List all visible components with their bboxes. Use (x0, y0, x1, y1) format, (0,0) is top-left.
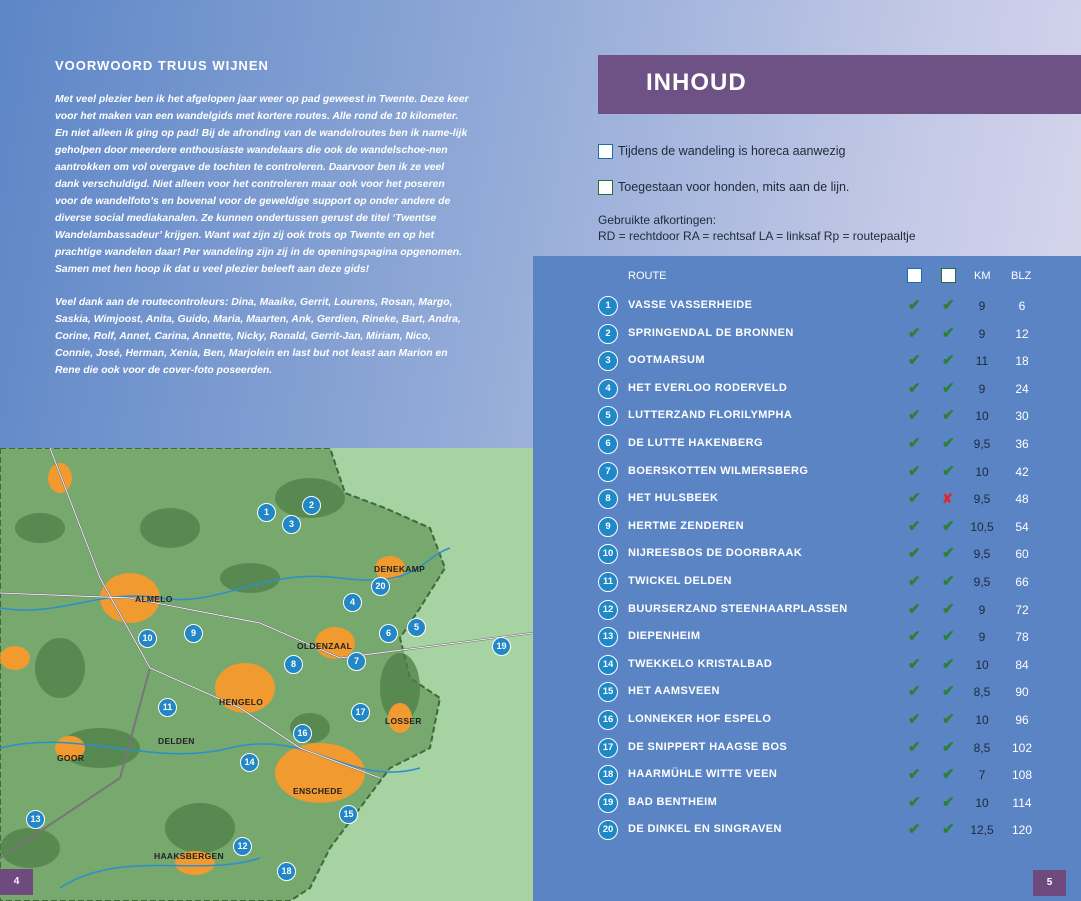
route-page: 120 (1011, 823, 1033, 838)
horeca-check: ✔ (908, 517, 921, 535)
route-page: 36 (1015, 437, 1029, 451)
horeca-check: ✔ (908, 324, 921, 342)
dog-icon (941, 268, 956, 283)
page-number-right: 5 (1033, 870, 1066, 896)
coffee-cup-icon (598, 144, 613, 159)
town-goor: GOOR (57, 753, 85, 763)
route-name: HET HULSBEEK (628, 492, 719, 505)
route-number: 14 (598, 655, 618, 675)
table-row[interactable] (533, 321, 1081, 347)
column-blz: BLZ (1011, 270, 1032, 282)
map-marker-12: 12 (233, 837, 252, 856)
route-page: 42 (1015, 464, 1029, 479)
horeca-check: ✔ (908, 352, 921, 370)
dogs-check: ✔ (942, 738, 955, 756)
route-name: HERTME ZENDEREN (628, 519, 745, 532)
map-marker-6: 6 (379, 624, 398, 643)
route-km: 10 (975, 657, 989, 672)
column-km: KM (974, 270, 991, 282)
table-row[interactable] (533, 403, 1081, 429)
column-route: ROUTE (628, 270, 667, 282)
town-oldenzaal: OLDENZAAL (297, 641, 353, 651)
route-number: 2 (598, 324, 618, 344)
route-map (0, 448, 533, 901)
dogs-check: ✔ (942, 766, 955, 784)
map-marker-8: 8 (284, 655, 303, 674)
table-row[interactable] (533, 376, 1081, 402)
route-km: 7 (978, 768, 986, 783)
horeca-check: ✔ (908, 766, 921, 784)
route-name: BAD BENTHEIM (628, 795, 718, 808)
route-name: LONNEKER HOF ESPELO (628, 713, 772, 725)
route-page: 6 (1018, 299, 1026, 313)
horeca-check: ✔ (908, 600, 921, 618)
route-km: 9,5 (973, 437, 991, 451)
foreword-title: VOORWOORD TRUUS WIJNEN (55, 58, 269, 73)
map-marker-14: 14 (240, 753, 259, 772)
route-number: 17 (598, 738, 618, 758)
route-page: 114 (1012, 795, 1032, 810)
legend-dogs (598, 180, 849, 195)
horeca-check: ✔ (908, 821, 921, 839)
foreword-paragraph-1: Met veel plezier ben ik het afgelopen jaar weer op pad geweest in Twente. Deze keer voor het maken van een wandelgids met kortere routes. Alle rond de 10 kilometer. (55, 94, 469, 122)
route-page: 54 (1015, 519, 1029, 534)
route-name: NIJREESBOS DE DOORBRAAK (628, 547, 803, 560)
legend-horeca-text: Tijdens de wandeling is horeca aanwezig (618, 144, 846, 158)
table-row[interactable] (533, 790, 1081, 816)
map-marker-19: 19 (492, 637, 511, 656)
route-page: 48 (1015, 492, 1029, 507)
table-row[interactable] (533, 486, 1081, 512)
horeca-check: ✔ (908, 297, 921, 314)
route-name: HET AAMSVEEN (628, 685, 720, 698)
dogs-check: ✔ (942, 600, 955, 618)
foreword-paragraph-3: Veel dank aan de routecontroleurs: Dina, Maaike, Gerrit, Lourens, Rosan, Margo, Saskia, Wimjoost, Anita, Guido, Maria, Maarten, Ank, Gerdien, Rineke, Bart, Andra, Corine, Rolf, Annet, Carina, Annette, Nicky, Ronald, Gerrit-Jan, Miriam, Nico, Connie, José, Herman, Xenia, Ben, Marjolein en last but not least aan Marion en Rene die ook voor de cover-foto poseerden. (55, 297, 461, 376)
route-number: 15 (598, 682, 618, 702)
map-marker-4: 4 (343, 593, 362, 612)
route-name: OOTMARSUM (628, 354, 705, 367)
horeca-check: ✔ (908, 379, 921, 397)
route-number: 13 (598, 627, 618, 647)
page-number-left: 4 (0, 869, 33, 895)
map-marker-20: 20 (371, 577, 390, 596)
route-km: 9 (978, 630, 986, 645)
dogs-check: ✔ (942, 462, 955, 480)
route-page: 108 (1011, 768, 1033, 783)
route-km: 8,5 (973, 685, 991, 700)
route-km: 9 (978, 602, 986, 617)
route-number: 5 (598, 406, 618, 426)
dogs-check: ✔ (942, 683, 955, 701)
route-km: 9,5 (973, 575, 991, 589)
dogs-check: ✔ (942, 573, 955, 590)
table-row[interactable] (533, 293, 1081, 319)
town-losser: LOSSER (385, 716, 422, 726)
route-km: 10 (975, 409, 989, 424)
coffee-cup-icon (907, 268, 922, 283)
route-name: DE SNIPPERT HAAGSE BOS (628, 740, 788, 753)
route-page: 102 (1011, 740, 1033, 755)
map-marker-15: 15 (339, 805, 358, 824)
route-name: DIEPENHEIM (628, 630, 701, 643)
route-page: 30 (1015, 409, 1029, 424)
horeca-check: ✔ (908, 793, 921, 811)
route-km: 8,5 (973, 740, 991, 755)
route-name: LUTTERZAND FLORILYMPHA (628, 409, 793, 422)
route-page: 90 (1015, 685, 1029, 700)
horeca-check: ✔ (908, 435, 921, 452)
legend-dogs-text: Toegestaan voor honden, mits aan de lijn. (618, 180, 850, 194)
foreword (55, 58, 470, 395)
table-row[interactable] (533, 735, 1081, 761)
route-km: 11 (975, 354, 989, 369)
dogs-check: ✔ (942, 324, 955, 342)
dogs-check: ✔ (942, 711, 955, 728)
map-marker-9: 9 (184, 624, 203, 643)
horeca-check: ✔ (908, 655, 921, 673)
town-enschede: ENSCHEDE (293, 786, 343, 796)
horeca-check: ✔ (908, 462, 921, 480)
abbreviations (598, 212, 916, 244)
route-number: 7 (598, 462, 618, 482)
abbreviations-text: RD = rechtdoor RA = rechtsaf LA = linksaf Rp = routepaaltje (598, 229, 916, 243)
dogs-check: ✔ (942, 435, 955, 452)
table-row[interactable] (533, 541, 1081, 567)
map-marker-10: 10 (138, 629, 157, 648)
map-marker-18: 18 (277, 862, 296, 881)
route-km: 10 (975, 464, 989, 479)
dogs-check: ✔ (942, 545, 955, 563)
route-name: HAARMÜHLE WITTE VEEN (628, 768, 778, 781)
route-km: 9 (978, 299, 986, 313)
route-km: 9,5 (973, 492, 991, 507)
dogs-check: ✔ (942, 628, 955, 646)
route-number: 9 (598, 517, 618, 537)
dogs-check: ✔ (942, 352, 955, 370)
route-number: 4 (598, 379, 618, 399)
route-name: SPRINGENDAL DE BRONNEN (628, 326, 794, 339)
dogs-check: ✔ (942, 821, 955, 839)
route-km: 9 (978, 381, 986, 396)
town-hengelo: HENGELO (219, 697, 264, 707)
horeca-check: ✔ (908, 407, 921, 425)
route-name: BOERSKOTTEN WILMERSBERG (628, 464, 809, 477)
route-number: 1 (598, 296, 618, 316)
abbreviations-title: Gebruikte afkortingen: (598, 213, 717, 227)
route-name: DE DINKEL EN SINGRAVEN (628, 823, 782, 836)
route-number: 18 (598, 765, 618, 785)
route-name: BUURSERZAND STEENHAARPLASSEN (628, 602, 848, 615)
table-row[interactable] (533, 348, 1081, 374)
route-number: 10 (598, 544, 618, 564)
legend-horeca (598, 144, 845, 159)
table-row[interactable] (533, 652, 1081, 678)
table-row[interactable] (533, 569, 1081, 595)
map-marker-16: 16 (293, 724, 312, 743)
route-page: 96 (1015, 713, 1029, 727)
route-number: 19 (598, 793, 618, 813)
route-name: TWEKKELO KRISTALBAD (628, 657, 773, 670)
table-row[interactable] (533, 597, 1081, 623)
horeca-check: ✔ (908, 573, 921, 590)
dogs-check: ✔ (942, 297, 955, 314)
table-row[interactable] (533, 762, 1081, 788)
dog-icon (598, 180, 613, 195)
map-marker-5: 5 (407, 618, 426, 637)
route-number: 20 (598, 820, 618, 840)
route-km: 9,5 (973, 547, 991, 562)
table-row[interactable] (533, 707, 1081, 733)
map-marker-2: 2 (302, 496, 321, 515)
route-km: 10 (975, 795, 989, 810)
route-page: 72 (1015, 602, 1029, 617)
table-row[interactable] (533, 679, 1081, 705)
route-km: 10 (975, 713, 989, 727)
contents-table (533, 256, 1081, 901)
foreword-body (55, 91, 470, 379)
map-marker-17: 17 (351, 703, 370, 722)
horeca-check: ✔ (908, 738, 921, 756)
route-number: 12 (598, 600, 618, 620)
foreword-paragraph-2: En niet alleen ik ging op pad! Bij de afronding van de wandelroutes ben ik name-lijk geholpen door meerdere enthousiaste wandelaars die ook de wandelschoe-nen aantrokken om vol overgave de tochten te controleren. Daarvoor ben ik ze veel dank verschuldigd. Niet alleen voor het controleren maar ook voor het poseren voor de wandelfoto’s en bovenal voor de geweldige support op onder andere de diverse social mediakanalen. Ze kunnen ondertussen gerust de titel ‘Twentse Wandelambassadeur’ krijgen. Want wat zijn zij ook trots op Twente en op het prachtige wandelen daar! Per wandeling zijn zij in de openingspagina opgenomen. Samen met hen hoop ik dat u veel plezier beleeft aan deze gids! (55, 128, 468, 275)
route-number: 8 (598, 489, 618, 509)
dogs-check: ✔ (942, 407, 955, 425)
horeca-check: ✔ (908, 628, 921, 646)
route-name: HET EVERLOO RODERVELD (628, 381, 788, 394)
contents-banner (598, 55, 1081, 114)
route-page: 18 (1015, 354, 1029, 369)
town-haaksbergen: HAAKSBERGEN (154, 851, 224, 861)
map-marker-7: 7 (347, 652, 366, 671)
table-row[interactable] (533, 514, 1081, 540)
route-page: 78 (1015, 630, 1029, 645)
route-page: 24 (1015, 381, 1029, 396)
horeca-check: ✔ (908, 545, 921, 563)
table-row[interactable] (533, 624, 1081, 650)
route-name: VASSE VASSERHEIDE (628, 299, 753, 311)
map-marker-1: 1 (257, 503, 276, 522)
horeca-check: ✔ (908, 683, 921, 701)
route-km: 9 (978, 326, 986, 341)
dogs-check: ✔ (942, 655, 955, 673)
map-marker-3: 3 (282, 515, 301, 534)
table-row[interactable] (533, 431, 1081, 457)
dogs-check: ✔ (942, 517, 955, 535)
horeca-check: ✔ (908, 711, 921, 728)
map-marker-13: 13 (26, 810, 45, 829)
route-number: 11 (598, 572, 618, 592)
horeca-check: ✔ (908, 490, 921, 508)
contents-title: INHOUD (646, 69, 747, 96)
town-denekamp: DENEKAMP (374, 564, 426, 574)
table-row[interactable] (533, 817, 1081, 843)
dogs-check: ✘ (942, 491, 953, 507)
dogs-check: ✔ (942, 793, 955, 811)
route-page: 12 (1015, 326, 1029, 341)
dogs-check: ✔ (942, 379, 955, 397)
map-marker-11: 11 (158, 698, 177, 717)
route-name: TWICKEL DELDEN (628, 575, 732, 587)
route-number: 3 (598, 351, 618, 371)
route-number: 16 (598, 710, 618, 730)
route-page: 84 (1015, 657, 1029, 672)
town-delden: DELDEN (158, 736, 195, 746)
route-page: 60 (1015, 547, 1029, 562)
route-km: 12,5 (970, 823, 994, 838)
town-almelo: ALMELO (135, 594, 173, 604)
route-page: 66 (1015, 575, 1029, 589)
table-row[interactable] (533, 459, 1081, 485)
route-km: 10,5 (970, 519, 994, 534)
route-name: DE LUTTE HAKENBERG (628, 437, 763, 449)
route-number: 6 (598, 434, 618, 454)
